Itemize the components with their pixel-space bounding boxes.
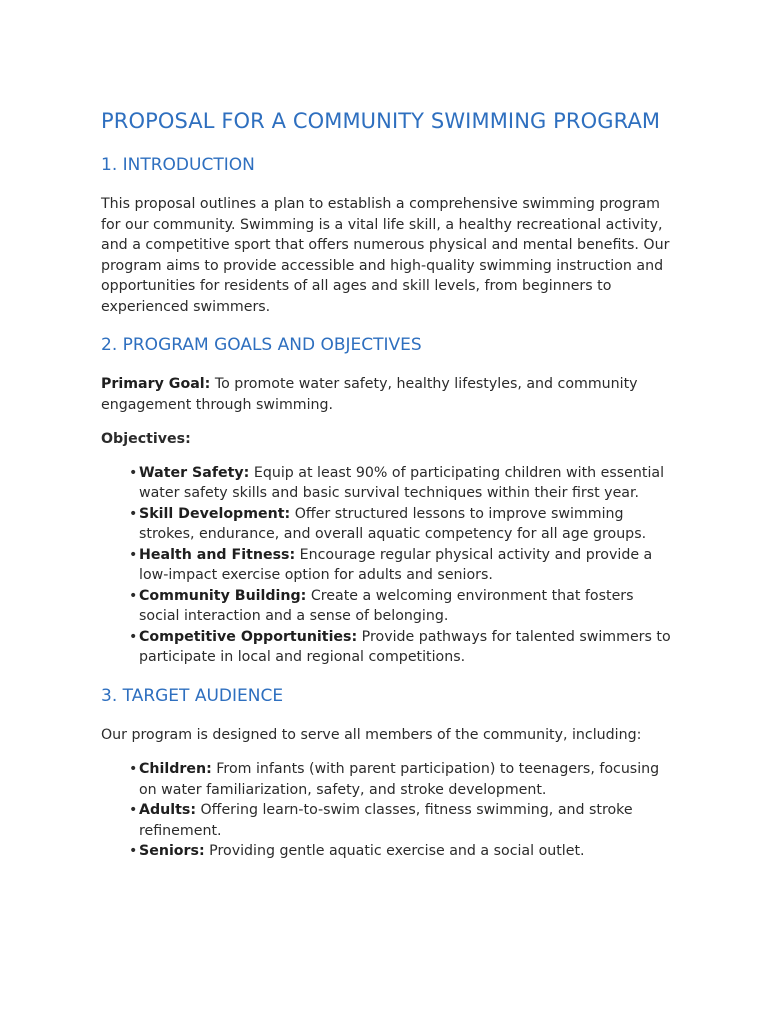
section-heading-target-audience: 3. TARGET AUDIENCE — [101, 685, 284, 706]
bullet-icon: • — [129, 587, 138, 604]
bullet-icon: • — [129, 802, 138, 818]
list-item-audience-seniors — [129, 841, 672, 862]
section-heading-goals: 2. PROGRAM GOALS AND OBJECTIVES — [101, 335, 422, 355]
objective-text: Provide pathways for talented swimmers to participate in local and regional competitions. — [139, 628, 671, 665]
primary-goal-text: To promote water safety, healthy lifestyles, and community engagement through swimming. — [101, 376, 638, 413]
bullet-icon: • — [129, 761, 138, 777]
introduction-paragraph: This proposal outlines a plan to establish a comprehensive swimming program for our community. Swimming is a vital life skill, a healthy recreational activity, and a competitive sport that offers numerous physical and mental benefits. Our program aims to provide accessible and high-quality swimming instruction and opportunities for residents of all ages and skill levels, from beginners to experienced swimmers. — [101, 196, 670, 315]
list-item-audience-children — [129, 759, 672, 800]
bullet-icon: • — [129, 505, 138, 522]
list-item-objective-community-building — [129, 586, 672, 627]
objective-label: Skill Development: — [139, 505, 291, 522]
audience-label: Adults: — [139, 802, 196, 818]
bullet-icon: • — [129, 464, 138, 481]
primary-goal-paragraph — [101, 374, 672, 415]
document-title: PROPOSAL FOR A COMMUNITY SWIMMING PROGRAM — [101, 109, 661, 133]
objective-label: Community Building: — [139, 587, 307, 604]
audience-text: Providing gentle aquatic exercise and a social outlet. — [204, 843, 585, 859]
audience-list — [101, 759, 672, 862]
objective-text: Encourage regular physical activity and provide a low-impact exercise option for adults and seniors. — [139, 546, 653, 583]
objective-label: Competitive Opportunities: — [139, 628, 358, 645]
audience-text: From infants (with parent participation) to teenagers, focusing on water familiarization, safety, and stroke development. — [139, 761, 660, 798]
audience-label: Seniors: — [139, 843, 205, 859]
primary-goal-label: Primary Goal: — [101, 376, 211, 392]
objective-text: Offer structured lessons to improve swimming strokes, endurance, and overall aquatic competency for all age groups. — [139, 505, 647, 542]
list-item-objective-skill-development — [129, 504, 672, 545]
list-item-objective-competitive — [129, 627, 672, 668]
section-heading-introduction: 1. INTRODUCTION — [101, 155, 255, 175]
objective-label: Health and Fitness: — [139, 546, 296, 563]
list-item-objective-water-safety — [129, 463, 672, 504]
objective-text: Equip at least 90% of participating children with essential water safety skills and basic survival techniques within their first year. — [139, 464, 665, 501]
list-item-objective-health-fitness — [129, 545, 672, 586]
audience-intro-paragraph: Our program is designed to serve all members of the community, including: — [101, 726, 642, 743]
bullet-icon: • — [129, 843, 138, 859]
bullet-icon: • — [129, 628, 138, 645]
audience-text: Offering learn-to-swim classes, fitness swimming, and stroke refinement. — [139, 802, 633, 839]
bullet-icon: • — [129, 546, 138, 563]
objectives-list — [101, 463, 672, 668]
objective-text: Create a welcoming environment that fosters social interaction and a sense of belonging. — [139, 587, 634, 624]
list-item-audience-adults — [129, 800, 672, 841]
audience-label: Children: — [139, 761, 212, 777]
objectives-label: Objectives: — [101, 431, 191, 447]
objective-label: Water Safety: — [139, 464, 250, 481]
